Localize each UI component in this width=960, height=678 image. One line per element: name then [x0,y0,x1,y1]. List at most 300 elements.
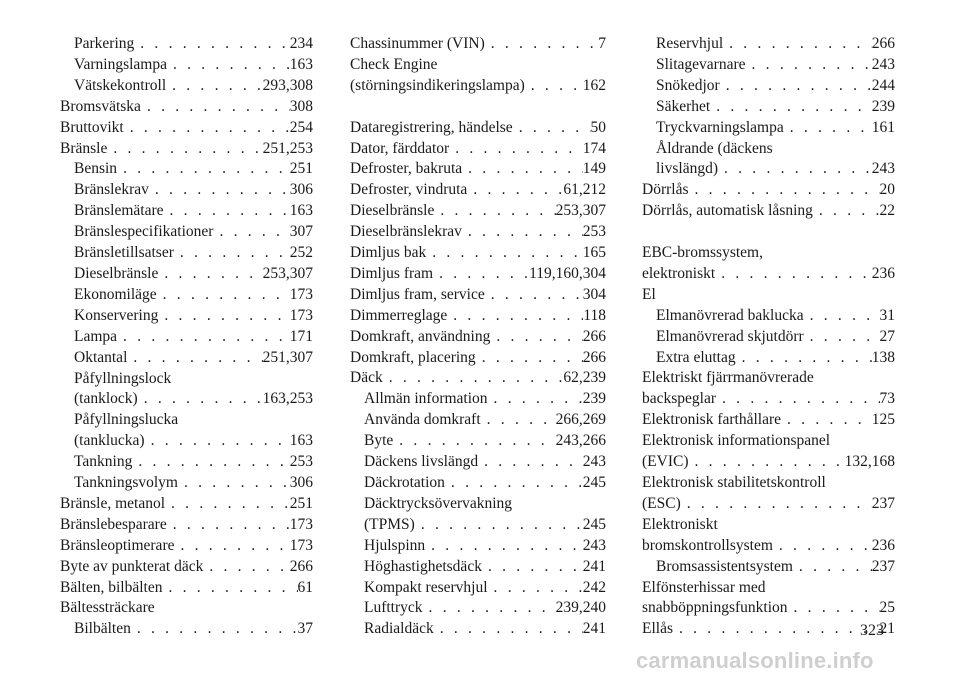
index-term: Snökedjor [656,76,720,94]
index-term: EBC-bromssystem, [642,244,763,262]
index-page-ref: 241 [582,557,606,575]
dot-leader [467,180,563,201]
index-subentry [60,431,313,452]
dot-leader [485,34,599,55]
dot-leader [434,201,555,222]
index-subentry [60,619,313,640]
index-page-ref: 234 [289,35,313,52]
index-entry [350,34,606,55]
index-page-ref: 308 [289,97,313,115]
index-subentry [350,494,606,515]
index-page-ref: 61,212 [563,181,606,199]
dot-leader [166,76,263,97]
index-entry [350,139,606,160]
index-term: Påfyllningslock [74,369,172,387]
index-page-ref: 174 [582,139,606,157]
index-term: Bälten, bilbälten [60,578,163,596]
index-page-ref: 237 [871,494,895,512]
index-page-ref: 243 [582,453,606,471]
index-page-ref: 266 [289,557,313,575]
dot-leader [157,285,290,306]
index-column-1 [60,34,313,640]
index-page-ref: 241 [582,620,606,638]
index-term: Däckrotation [364,474,445,492]
index-entry [60,598,313,619]
dot-leader [164,201,290,222]
index-page-ref: 251 [289,494,313,512]
index-subentry [60,159,313,180]
index-term: Parkering [74,35,135,52]
dot-leader [203,557,289,578]
dot-leader [433,264,529,285]
index-entry [350,306,606,327]
index-term: Reservhjul [656,35,724,52]
index-page-ref: 236 [871,264,895,282]
index-page-ref: 252 [289,244,313,262]
index-term: Dieselbränslekrav [350,223,462,241]
index-page-ref: 253 [289,453,313,471]
index-subentry [350,389,606,410]
index-term: Domkraft, användning [350,327,491,345]
index-page-ref: 118 [583,306,606,324]
index-subentry [642,118,895,139]
dot-leader [689,452,845,473]
index-page-ref: 61 [297,578,313,596]
dot-leader [525,76,583,97]
index-term: Vätskekontroll [74,76,167,94]
index-subentry [350,578,606,599]
index-term: bromskontrollsystem [642,536,773,554]
index-term: Bruttovikt [60,118,124,136]
dot-leader [158,306,289,327]
index-page-ref: 242 [582,578,606,596]
index-subentry [60,306,313,327]
index-subentry [60,34,313,55]
dot-leader [174,243,290,264]
index-entry [350,285,606,306]
index-entry [60,515,313,536]
dot-leader [132,452,289,473]
index-entry [642,431,895,452]
index-page-ref: 125 [871,411,895,429]
index-subentry [350,619,606,640]
index-term: (TPMS) [364,515,415,533]
index-page-ref: 243 [871,55,895,73]
index-entry [642,201,895,222]
index-term: (störningsindikeringslampa) [350,76,525,94]
index-term: Dimmerreglage [350,306,448,324]
index-term: Dimljus bak [350,244,427,262]
index-term: Bränslemätare [74,202,164,220]
index-entry [642,452,895,473]
index-term: Dimljus fram, service [350,285,485,303]
index-term: Höghastighetsdäck [364,557,482,575]
dot-leader [174,536,289,557]
index-page-ref: 245 [582,474,606,492]
dot-leader [793,557,872,578]
index-page-ref: 162 [582,76,606,94]
index-page-ref: 239 [582,390,606,408]
index-term: Bränsle [60,139,108,157]
index-term: Dataregistrering, händelse [350,118,513,136]
index-entry [642,515,895,536]
index-entry [642,598,895,619]
dot-leader [415,515,583,536]
dot-leader [813,201,880,222]
index-term: Defroster, bakruta [350,160,463,178]
index-term: Elektriskt fjärrmanövrerade [642,369,814,387]
index-term: Påfyllningslucka [74,411,179,429]
index-page-ref: 266 [871,35,895,52]
index-entry [642,536,895,557]
dot-leader [773,536,872,557]
dot-leader [736,348,872,369]
dot-leader [423,598,556,619]
index-page-ref: 243,266 [555,432,606,450]
dot-leader [784,118,872,139]
index-page-ref: 266,269 [555,411,606,429]
index-page-ref: 50 [590,118,606,136]
dot-leader [718,159,872,180]
dot-leader [490,327,582,348]
dot-leader [434,619,583,640]
index-term: Åldrande (däckens [656,139,773,157]
dot-leader [673,619,880,640]
index-term: livslängd) [656,160,718,178]
dot-leader [488,578,583,599]
watermark: carmanualsonline.info [636,648,874,673]
index-term: Däcktrycksövervakning [364,494,513,512]
index-subentry [60,76,313,97]
dot-leader [165,494,290,515]
dot-leader [162,578,297,599]
index-page-ref: 253,307 [262,264,313,282]
dot-leader [804,327,880,348]
index-subentry [60,285,313,306]
dot-leader [482,557,583,578]
dot-leader [689,180,880,201]
index-subentry [642,34,895,55]
index-page-ref: 304 [582,285,606,303]
dot-leader [716,389,879,410]
index-term: Elektronisk informationspanel [642,432,831,450]
index-term: Bilbälten [74,620,131,638]
dot-leader [117,159,290,180]
index-subentry [60,369,313,390]
index-page-ref: 171 [289,327,313,345]
index-subentry [60,348,313,369]
index-term: Elektronisk stabilitetskontroll [642,474,826,492]
index-term: Använda domkraft [364,411,481,429]
index-page-ref: 239 [871,97,895,115]
index-subentry [60,452,313,473]
dot-leader [131,619,298,640]
index-subentry [642,159,895,180]
index-term: Defroster, vindruta [350,181,468,199]
index-term: Tryckvarningslampa [656,118,784,136]
index-term: Däckens livslängd [364,453,479,471]
index-page-ref: 254 [289,118,313,136]
index-term: Bränslespecifikationer [74,223,214,241]
index-term: Bränsleoptimerare [60,536,175,554]
index-term: (EVIC) [642,453,689,471]
index-term: El [642,285,656,303]
dot-leader [107,139,262,160]
dot-leader [476,348,583,369]
index-term: Dieselbränsle [74,264,159,282]
index-entry [60,139,313,160]
index-subentry [642,306,895,327]
index-page-ref: 173 [289,536,313,554]
index-page-ref: 266 [582,348,606,366]
index-term: Tankning [74,453,133,471]
index-page-ref: 307 [289,223,313,241]
index-subentry [350,536,606,557]
index-page-ref: 62,239 [563,369,606,387]
dot-leader [723,34,872,55]
index-entry [350,76,606,97]
index-subentry [350,452,606,473]
dot-leader [167,55,290,76]
index-subentry [350,431,606,452]
index-entry [350,159,606,180]
index-subentry [642,139,895,160]
index-term: Konservering [74,306,159,324]
index-entry [642,619,895,640]
index-page-ref: 132,168 [844,453,895,471]
index-page-ref: 251,307 [262,348,313,366]
index-term: Elmanövrerad skjutdörr [656,327,804,345]
index-page-ref: 149 [582,160,606,178]
index-subentry [60,55,313,76]
index-term: Ellås [642,620,673,638]
dot-leader [788,598,880,619]
index-term: (ESC) [642,494,681,512]
index-term: Däck [350,369,383,387]
index-term: Dator, färddator [350,139,450,157]
index-term: Byte av punkterat däck [60,557,204,575]
index-term: Byte [364,432,394,450]
index-subentry [350,515,606,536]
index-term: Bromsassistentsystem [656,557,793,575]
index-gap [642,222,895,243]
dot-leader [178,473,290,494]
index-term: backspeglar [642,390,717,408]
index-entry [60,494,313,515]
dot-leader [117,327,290,348]
index-term: Elektroniskt [642,515,718,533]
dot-leader [134,34,289,55]
index-entry [642,368,895,389]
index-entry [350,348,606,369]
index-page-ref: 253 [582,223,606,241]
index-term: Oktantal [74,348,128,366]
index-entry [350,243,606,264]
index-term: Hjulspinn [364,536,426,554]
dot-leader [462,159,583,180]
dot-leader [447,306,583,327]
page-number: 323 [860,622,884,639]
index-entry [350,55,606,76]
index-entry [642,389,895,410]
index-term: Radialdäck [364,620,434,638]
index-page-ref: 306 [289,181,313,199]
index-page-ref: 239,240 [555,599,606,617]
dot-leader [138,389,263,410]
index-page-ref: 173 [289,285,313,303]
index-subentry [60,389,313,410]
dot-leader [149,180,290,201]
index-subentry [642,348,895,369]
dot-leader [127,348,262,369]
index-entry [350,368,606,389]
index-entry [350,327,606,348]
index-page-ref: 163 [289,55,313,73]
index-page-ref: 165 [582,244,606,262]
index-entry [60,557,313,578]
dot-leader [167,515,290,536]
dot-leader [715,264,872,285]
index-term: (tanklock) [74,390,138,408]
index-subentry [642,327,895,348]
index-page-ref: 173 [289,515,313,533]
index-term: Domkraft, placering [350,348,476,366]
index-term: Check Engine [350,55,438,73]
index-entry [642,180,895,201]
index-term: Slitagevarnare [656,55,746,73]
index-subentry [642,76,895,97]
index-term: Bränslekrav [74,181,149,199]
index-page-ref: 243 [871,160,895,178]
index-page-ref: 173 [289,306,313,324]
index-subentry [350,410,606,431]
dot-leader [141,97,290,118]
index-entry [642,410,895,431]
index-page-ref: 7 [598,35,606,52]
index-subentry [350,598,606,619]
index-gap [350,97,606,118]
index-entry [642,494,895,515]
dot-leader [720,76,872,97]
index-term: Elektronisk farthållare [642,411,782,429]
index-term: Bältessträckare [60,599,155,617]
index-entry [350,201,606,222]
dot-leader [513,118,591,139]
dot-leader [462,222,583,243]
index-subentry [60,243,313,264]
dot-leader [393,431,555,452]
dot-leader [781,410,872,431]
index-column-3 [642,34,895,640]
index-term: Kompakt reservhjul [364,578,488,596]
index-entry [350,264,606,285]
index-page-ref: 163 [289,202,313,220]
index-page-ref: 20 [879,181,895,199]
index-entry [642,285,895,306]
dot-leader [449,139,583,160]
index-term: Elmanövrerad baklucka [656,306,804,324]
index-term: snabböppningsfunktion [642,599,788,617]
dot-leader [488,389,583,410]
index-term: Chassinummer (VIN) [350,35,485,52]
index-page-ref: 243 [582,536,606,554]
dot-leader [124,118,290,139]
dot-leader [158,264,262,285]
index-page-ref: 293,308 [262,76,313,94]
index-subentry [350,557,606,578]
index-term: Varningslampa [74,55,167,73]
index-term: (tanklucka) [74,432,145,450]
index-entry [642,264,895,285]
dot-leader [485,285,583,306]
index-subentry [60,201,313,222]
dot-leader [481,410,556,431]
index-page-ref: 306 [289,474,313,492]
index-term: Extra eluttag [656,348,736,366]
dot-leader [213,222,289,243]
index-term: Bränslebesparare [60,515,167,533]
dot-leader [681,494,872,515]
index-term: Dimljus fram [350,264,434,282]
index-page-ref: 161 [871,118,895,136]
index-page-ref: 237 [871,557,895,575]
index-subentry [60,410,313,431]
dot-leader [445,473,583,494]
index-page-ref: 236 [871,536,895,554]
index-subentry [60,473,313,494]
index-term: Dörrlås, automatisk låsning [642,202,813,220]
index-page-ref: 266 [582,327,606,345]
index-subentry [60,222,313,243]
index-term: Bränsle, metanol [60,494,166,512]
index-term: Bensin [74,160,118,178]
dot-leader [478,452,583,473]
index-subentry [60,264,313,285]
index-page-ref: 27 [879,327,895,345]
index-term: Ekonomiläge [74,285,157,303]
index-subentry [60,327,313,348]
index-subentry [350,473,606,494]
index-page-ref: 37 [297,620,313,638]
index-term: Tankningsvolym [74,474,178,492]
dot-leader [426,243,583,264]
index-entry [642,578,895,599]
index-term: Elfönsterhissar med [642,578,766,596]
index-page-ref: 138 [871,348,895,366]
index-page-ref: 244 [871,76,895,94]
index-term: Dieselbränsle [350,202,435,220]
index-page-ref: 73 [879,390,895,408]
dot-leader [746,55,872,76]
index-entry [642,473,895,494]
index-term: Säkerhet [656,97,711,115]
index-page-ref: 25 [879,599,895,617]
index-subentry [642,557,895,578]
index-term: Allmän information [364,390,488,408]
index-term: Lufttryck [364,599,423,617]
index-entry [642,243,895,264]
index-subentry [60,180,313,201]
index-page-ref: 163,253 [262,390,313,408]
index-subentry [642,97,895,118]
index-page-ref: 251,253 [262,139,313,157]
dot-leader [145,431,290,452]
index-entry [60,578,313,599]
index-term: Dörrlås [642,181,689,199]
index-column-2 [350,34,606,640]
index-entry [60,97,313,118]
index-page-ref: 245 [582,515,606,533]
